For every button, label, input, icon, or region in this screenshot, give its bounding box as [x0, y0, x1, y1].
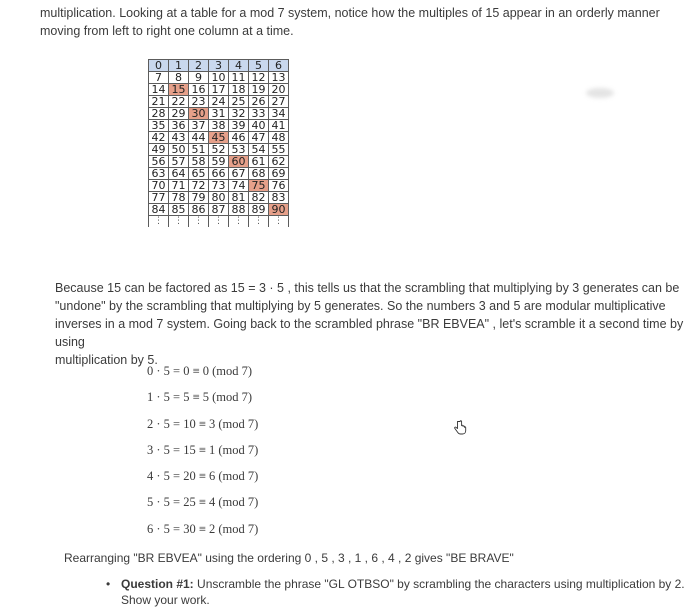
- table-cell: 77: [149, 192, 169, 204]
- table-cell: 54: [249, 144, 269, 156]
- table-row: [149, 72, 289, 84]
- table-cell: 76: [269, 180, 289, 192]
- equation-4: 4 · 5 = 20 ≡ 6 (mod 7): [147, 469, 259, 484]
- equation-6: 6 · 5 = 30 ≡ 2 (mod 7): [147, 521, 259, 536]
- table-cell: 8: [169, 72, 189, 84]
- table-row: [149, 108, 289, 120]
- vertical-ellipsis-icon: ⋮: [149, 216, 169, 228]
- table-cell: 88: [229, 204, 249, 216]
- mod7-table: [148, 59, 289, 227]
- table-cell: 70: [149, 180, 169, 192]
- rearrange-statement: Rearranging "BR EBVEA" using the ordering 0 , 5 , 3 , 1 , 6 , 4 , 2 gives "BE BRAVE": [64, 551, 514, 565]
- table-cell: 45: [209, 132, 229, 144]
- table-cell: 7: [149, 72, 169, 84]
- table-cell: 26: [249, 96, 269, 108]
- table-cell: 11: [229, 72, 249, 84]
- table-cell: 21: [149, 96, 169, 108]
- table-cell: 86: [189, 204, 209, 216]
- table-cell: 2: [189, 60, 209, 72]
- vertical-ellipsis-icon: ⋮: [189, 216, 209, 228]
- intro-paragraph: [40, 4, 690, 40]
- table-cell: 78: [169, 192, 189, 204]
- table-cell: 62: [269, 156, 289, 168]
- table-cell: 53: [229, 144, 249, 156]
- explanation-line-2: "undone" by the scrambling that multiplying by 5 generates. So the numbers 3 and 5 are modular multiplicative: [55, 299, 666, 313]
- table-cell: 44: [189, 132, 209, 144]
- equation-1: 1 · 5 = 5 ≡ 5 (mod 7): [147, 390, 253, 405]
- table-cell: 40: [249, 120, 269, 132]
- table-cell: 42: [149, 132, 169, 144]
- table-cell: 81: [229, 192, 249, 204]
- table-row: [149, 180, 289, 192]
- vertical-ellipsis-icon: ⋮: [169, 216, 189, 228]
- table-cell: 71: [169, 180, 189, 192]
- table-cell: 65: [189, 168, 209, 180]
- table-cell: 48: [269, 132, 289, 144]
- table-cell: 43: [169, 132, 189, 144]
- table-cell: 6: [269, 60, 289, 72]
- table-cell: 10: [209, 72, 229, 84]
- table-cell: 36: [169, 120, 189, 132]
- table-cell: 51: [189, 144, 209, 156]
- table-cell: 56: [149, 156, 169, 168]
- table-cell: 20: [269, 84, 289, 96]
- equation-3: 3 · 5 = 15 ≡ 1 (mod 7): [147, 442, 259, 457]
- question-body: Unscramble the phrase "GL OTBSO" by scrambling the characters using multiplication by 2.: [193, 577, 685, 591]
- table-cell: 64: [169, 168, 189, 180]
- question-text: [106, 576, 696, 608]
- table-cell: 1: [169, 60, 189, 72]
- question-line-2: Show your work.: [121, 593, 210, 607]
- equation-list: [147, 362, 258, 546]
- table-row: [149, 192, 289, 204]
- table-cell: 18: [229, 84, 249, 96]
- table-row: [149, 120, 289, 132]
- table-cell: 59: [209, 156, 229, 168]
- intro-line-2: moving from left to right one column at a time.: [40, 24, 294, 38]
- vertical-ellipsis-icon: ⋮: [209, 216, 229, 228]
- table-cell: 0: [149, 60, 169, 72]
- table-row: [149, 60, 289, 72]
- table-cell: 33: [249, 108, 269, 120]
- table-cell: 39: [229, 120, 249, 132]
- table-cell: 4: [229, 60, 249, 72]
- table-cell: 84: [149, 204, 169, 216]
- table-row: [149, 96, 289, 108]
- table-cell: 31: [209, 108, 229, 120]
- table-cell: 57: [169, 156, 189, 168]
- table-cell: 5: [249, 60, 269, 72]
- table-cell: 63: [149, 168, 169, 180]
- table-cell: 52: [209, 144, 229, 156]
- table-cell: 73: [209, 180, 229, 192]
- table-cell: 72: [189, 180, 209, 192]
- table-row: [149, 132, 289, 144]
- table-row: [149, 84, 289, 96]
- equation-5: 5 · 5 = 25 ≡ 4 (mod 7): [147, 495, 259, 510]
- table-cell: 9: [189, 72, 209, 84]
- table-cell: 32: [229, 108, 249, 120]
- table-cell: 15: [169, 84, 189, 96]
- table-cell: 29: [169, 108, 189, 120]
- intro-line-1: multiplication. Looking at a table for a mod 7 system, notice how the multiples of 15 appear in an orderly manner: [40, 6, 660, 20]
- question-label: Question #1:: [121, 577, 194, 591]
- table-row: [149, 144, 289, 156]
- explanation-paragraph: [55, 279, 695, 369]
- explanation-line-4: multiplication by 5.: [55, 353, 158, 367]
- table-continuation-row: [149, 216, 289, 228]
- table-cell: 60: [229, 156, 249, 168]
- table-cell: 30: [189, 108, 209, 120]
- table-cell: 47: [249, 132, 269, 144]
- table-cell: 74: [229, 180, 249, 192]
- vertical-ellipsis-icon: ⋮: [229, 216, 249, 228]
- table-cell: 55: [269, 144, 289, 156]
- table-cell: 89: [249, 204, 269, 216]
- table-cell: 87: [209, 204, 229, 216]
- table-cell: 14: [149, 84, 169, 96]
- table-cell: 80: [209, 192, 229, 204]
- hand-pointer-icon: [452, 420, 468, 436]
- table-cell: 50: [169, 144, 189, 156]
- equation-2: 2 · 5 = 10 ≡ 3 (mod 7): [147, 416, 259, 431]
- table-cell: 13: [269, 72, 289, 84]
- table-cell: 35: [149, 120, 169, 132]
- blurred-smudge: [586, 88, 614, 98]
- table-cell: 82: [249, 192, 269, 204]
- table-cell: 83: [269, 192, 289, 204]
- table-cell: 41: [269, 120, 289, 132]
- table-cell: 85: [169, 204, 189, 216]
- table-cell: 27: [269, 96, 289, 108]
- table-cell: 58: [189, 156, 209, 168]
- table-cell: 16: [189, 84, 209, 96]
- table-cell: 23: [189, 96, 209, 108]
- table-cell: 24: [209, 96, 229, 108]
- table-row: [149, 204, 289, 216]
- table-cell: 46: [229, 132, 249, 144]
- table-cell: 19: [249, 84, 269, 96]
- vertical-ellipsis-icon: ⋮: [269, 216, 289, 228]
- table-cell: 61: [249, 156, 269, 168]
- table-cell: 67: [229, 168, 249, 180]
- vertical-ellipsis-icon: ⋮: [249, 216, 269, 228]
- table-cell: 69: [269, 168, 289, 180]
- table-cell: 66: [209, 168, 229, 180]
- table-cell: 68: [249, 168, 269, 180]
- table-row: [149, 168, 289, 180]
- equation-0: 0 · 5 = 0 ≡ 0 (mod 7): [147, 364, 253, 378]
- bullet-icon: •: [106, 577, 111, 591]
- table-cell: 34: [269, 108, 289, 120]
- table-cell: 79: [189, 192, 209, 204]
- table-cell: 22: [169, 96, 189, 108]
- table-cell: 28: [149, 108, 169, 120]
- table-cell: 12: [249, 72, 269, 84]
- table-cell: 17: [209, 84, 229, 96]
- table-cell: 37: [189, 120, 209, 132]
- explanation-line-3: inverses in a mod 7 system. Going back to the scrambled phrase "BR EBVEA" , let's scramble it a second time by using: [55, 317, 684, 349]
- table-cell: 75: [249, 180, 269, 192]
- table-cell: 25: [229, 96, 249, 108]
- table-cell: 38: [209, 120, 229, 132]
- table-row: [149, 156, 289, 168]
- table-cell: 49: [149, 144, 169, 156]
- table-cell: 3: [209, 60, 229, 72]
- table-cell: 90: [269, 204, 289, 216]
- question-1: [106, 576, 696, 608]
- explanation-line-1: Because 15 can be factored as 15 = 3 · 5 , this tells us that the scrambling that multiplying by 3 generates can be: [55, 281, 680, 295]
